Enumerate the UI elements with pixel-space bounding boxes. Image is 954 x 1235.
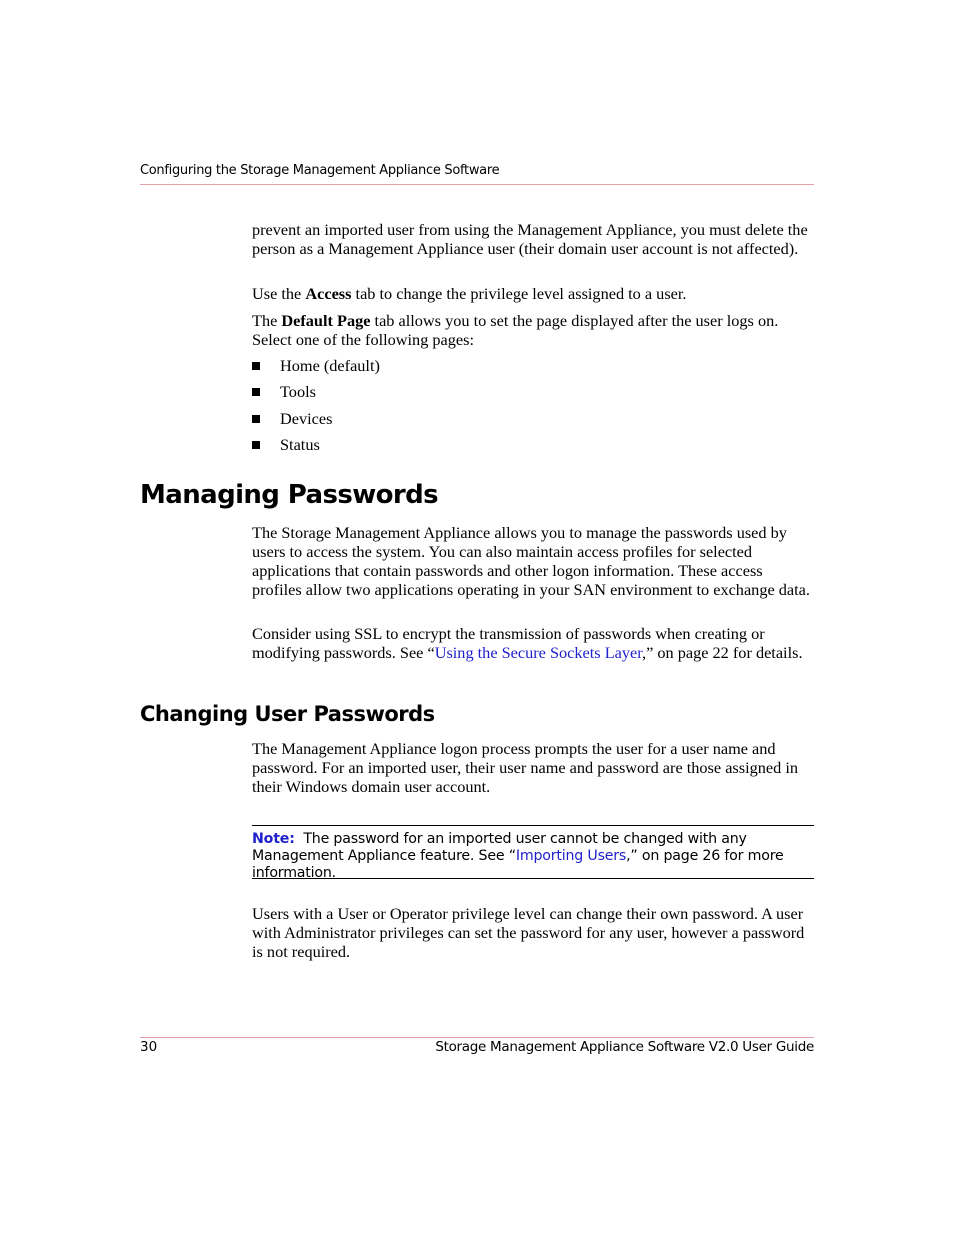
- changing-paragraph-1: [252, 739, 814, 796]
- footer-book-title: Storage Management Appliance Software V2.0 User Guide: [435, 1039, 814, 1055]
- managing-text-2a: Consider using SSL to encrypt the transmission of passwords when creating or modifying passwords. See “: [252, 624, 765, 662]
- running-header: Configuring the Storage Management Appliance Software: [140, 163, 500, 178]
- access-tab-label: Access: [305, 284, 352, 303]
- square-bullet-icon: [252, 362, 260, 370]
- note-top-rule: [252, 825, 814, 826]
- note-bottom-rule: [252, 878, 814, 879]
- list-item-label: Status: [280, 435, 320, 454]
- section-heading-changing-user-passwords: Changing User Passwords: [140, 702, 435, 726]
- changing-paragraph-2: [252, 904, 814, 961]
- list-item-label: Home (default): [280, 356, 380, 375]
- managing-text-1: The Storage Management Appliance allows you to manage the passwords used by users to access the system. You can also maintain access profiles for selected applications that contain passwords and other logon information. These access profiles allow two applications operating in your SAN environment to exchange data.: [252, 523, 810, 599]
- header-rule: [140, 184, 814, 185]
- changing-text-2: Users with a User or Operator privilege level can change their own password. A user with Administrator privileges can set the password for any user, however a password is not required.: [252, 904, 805, 961]
- section-heading-managing-passwords: Managing Passwords: [140, 480, 439, 510]
- managing-paragraph-1: [252, 523, 814, 599]
- intro-paragraph-3: [252, 311, 814, 349]
- square-bullet-icon: [252, 415, 260, 423]
- intro-text-2b: tab to change the privilege level assigned to a user.: [351, 284, 687, 303]
- page-number: 30: [140, 1039, 158, 1055]
- managing-paragraph-2: [252, 624, 814, 662]
- default-page-tab-label: Default Page: [281, 311, 371, 330]
- square-bullet-icon: [252, 441, 260, 449]
- managing-text-2b: ,” on page 22 for details.: [642, 643, 803, 662]
- importing-users-link[interactable]: Importing Users: [515, 848, 627, 864]
- intro-text-2a: Use the: [252, 284, 306, 303]
- footer-rule: [140, 1037, 814, 1038]
- note: [252, 831, 814, 882]
- note-label: Note:: [252, 831, 295, 847]
- intro-text-3a: The: [252, 311, 282, 330]
- list-item-label: Devices: [280, 409, 333, 428]
- list-item-label: Tools: [280, 382, 316, 401]
- note-text-a: The password for an imported user cannot be changed with any Management Appliance feature. See “: [252, 831, 752, 864]
- intro-paragraph-1: [252, 220, 814, 258]
- ssl-cross-reference-link[interactable]: Using the Secure Sockets Layer: [434, 643, 643, 662]
- intro-text-1: prevent an imported user from using the Management Appliance, you must delete the person as a Management Appliance user (their domain user account is not affected).: [252, 220, 808, 258]
- changing-text-1: The Management Appliance logon process prompts the user for a user name and password. For an imported user, their user name and password are those assigned in their Windows domain user account.: [252, 739, 798, 796]
- note-text-b: ,” on page 26 for more information.: [252, 848, 784, 881]
- intro-text-3b: tab allows you to set the page displayed after the user logs on. Select one of the following pages:: [252, 311, 779, 349]
- intro-paragraph-2: [252, 284, 814, 303]
- square-bullet-icon: [252, 388, 260, 396]
